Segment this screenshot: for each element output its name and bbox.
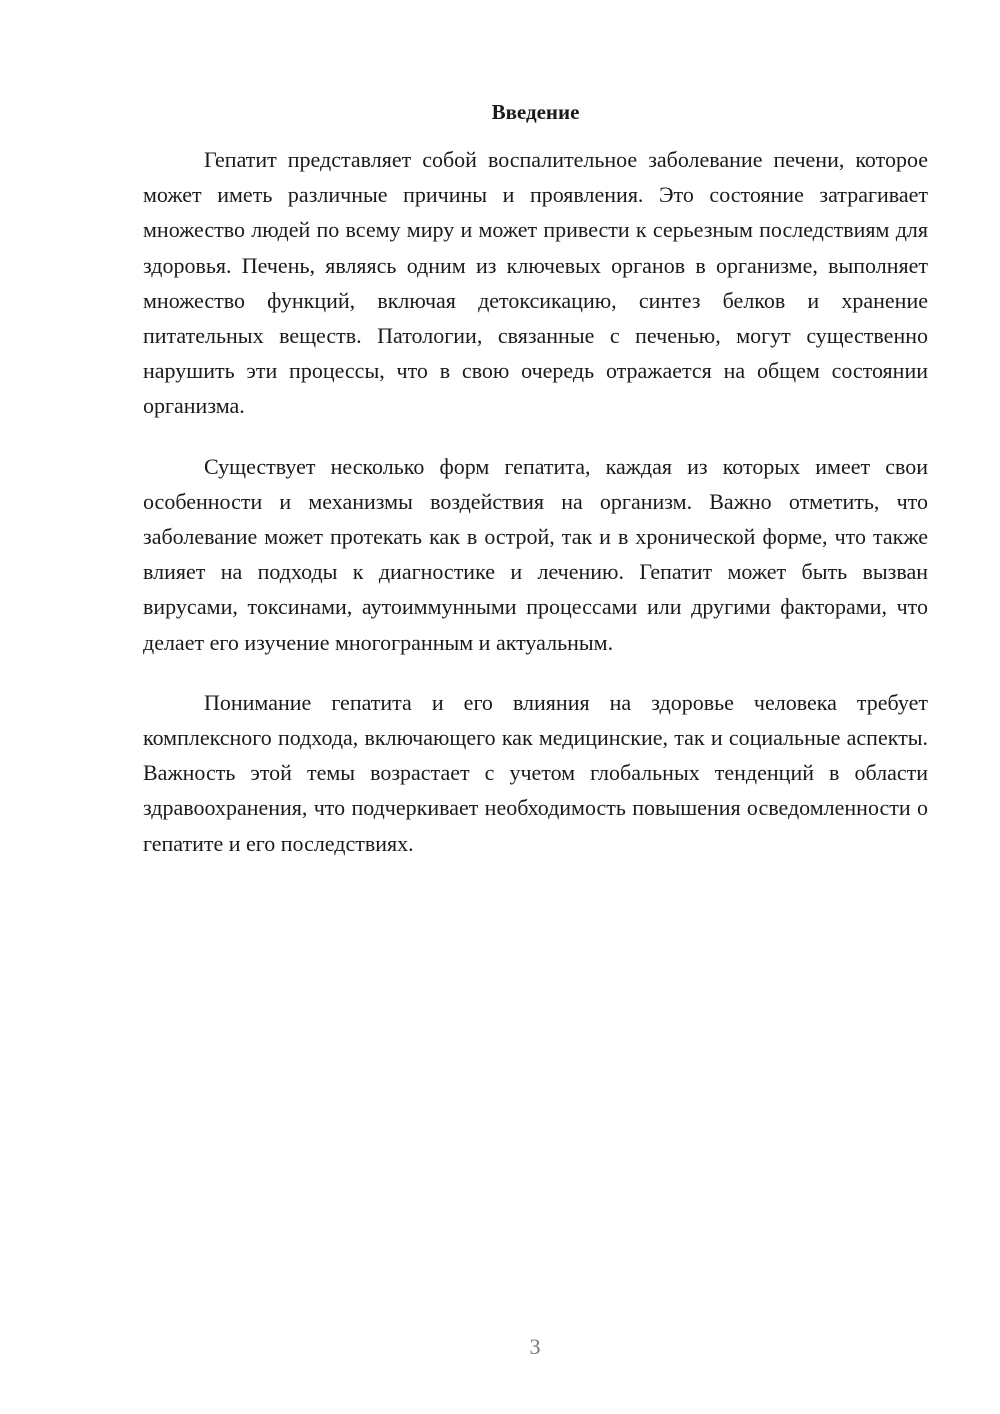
body-text	[143, 142, 928, 886]
paragraph-3: Понимание гепатита и его влияния на здоровье человека требует комплексного подхода, включающего как медицинские, так и социальные аспекты. Важность этой темы возрастает с учетом глобальных тенденций в области здравоохранения, что подчеркивает необходимость повышения осведомленности о гепатите и его последствиях.	[143, 689, 928, 856]
paragraph-1: Гепатит представляет собой воспалительное заболевание печени, которое может иметь различные причины и проявления. Это состояние затрагивает множество людей по всему миру и может привести к серьезным последствиям для здоровья. Печень, являясь одним из ключевых органов в организме, выполняет множество функций, включая детоксикацию, синтез белков и хранение питательных веществ. Патологии, связанные с печенью, могут существенно нарушить эти процессы, что в свою очередь отражается на общем состоянии организма.	[143, 147, 928, 419]
page-number: 3	[529, 1334, 541, 1359]
paragraph-2: Существует несколько форм гепатита, каждая из которых имеет свои особенности и механизмы воздействия на организм. Важно отметить, что заболевание может протекать как в острой, так и в хронической форме, что также влияет на подходы к диагностике и лечению. Гепатит может быть вызван вирусами, токсинами, аутоиммунными процессами или другими факторами, что делает его изучение многогранным и актуальным.	[143, 453, 928, 655]
section-heading: Введение	[491, 100, 580, 124]
